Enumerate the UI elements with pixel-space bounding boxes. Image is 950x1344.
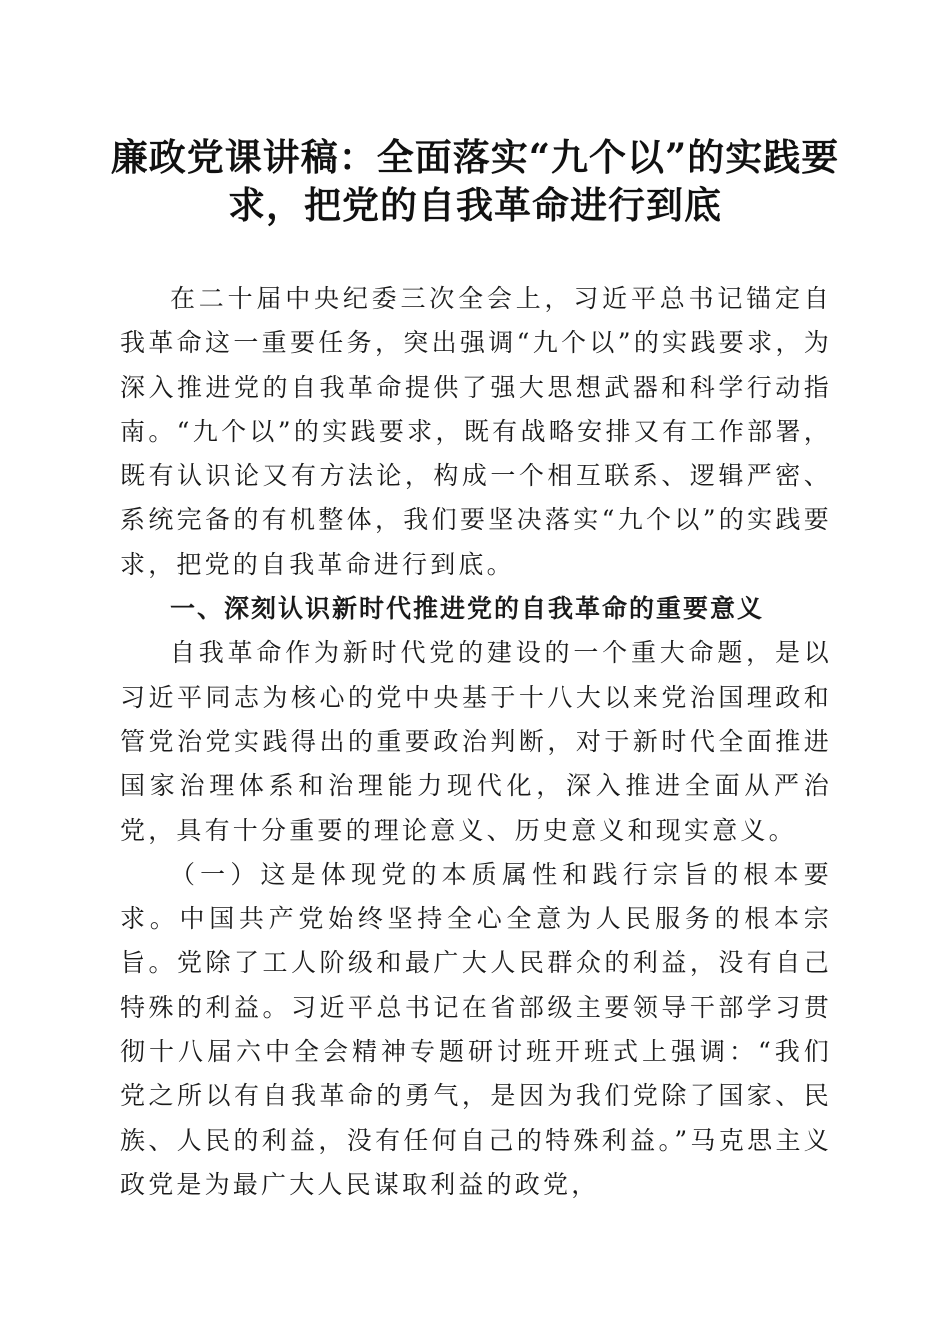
section-heading-1: 一、深刻认识新时代推进党的自我革命的重要意义 bbox=[170, 594, 765, 624]
document-body bbox=[120, 277, 832, 1207]
subsection-1-lead: （一）这是体现党的本质属性和践行宗旨的根本要求。 bbox=[120, 859, 832, 934]
intro-paragraph: 在二十届中央纪委三次全会上，习近平总书记锚定自我革命这一重要任务，突出强调“九个以”的实践要求，为深入推进党的自我革命提供了强大思想武器和科学行动指南。“九个以”的实践要求，既有战略安排又有工作部署，既有认识论又有方法论，构成一个相互联系、逻辑严密、系统完备的有机整体，我们要坚决落实“九个以”的实践要求，把党的自我革命进行到底。 bbox=[120, 284, 832, 579]
subsection-1-paragraph bbox=[120, 853, 832, 1207]
section-1-paragraph: 自我革命作为新时代党的建设的一个重大命题，是以习近平同志为核心的党中央基于十八大以来党治国理政和管党治党实践得出的重要政治判断，对于新时代全面推进国家治理体系和治理能力现代化，深入推进全面从严治党，具有十分重要的理论意义、历史意义和现实意义。 bbox=[120, 638, 832, 845]
document-title: 廉政党课讲稿：全面落实“九个以”的实践要求，把党的自我革命进行到底 bbox=[110, 135, 840, 227]
subsection-1-text: 中国共产党始终坚持全心全意为人民服务的根本宗旨。党除了工人阶级和最广大人民群众的利益，没有自己特殊的利益。习近平总书记在省部级主要领导干部学习贯彻十八届六中全会精神专题研讨班开班式上强调：“我们党之所以有自我革命的勇气，是因为我们党除了国家、民族、人民的利益，没有任何自己的特殊利益。”马克思主义政党是为最广大人民谋取利益的政党， bbox=[120, 904, 832, 1199]
